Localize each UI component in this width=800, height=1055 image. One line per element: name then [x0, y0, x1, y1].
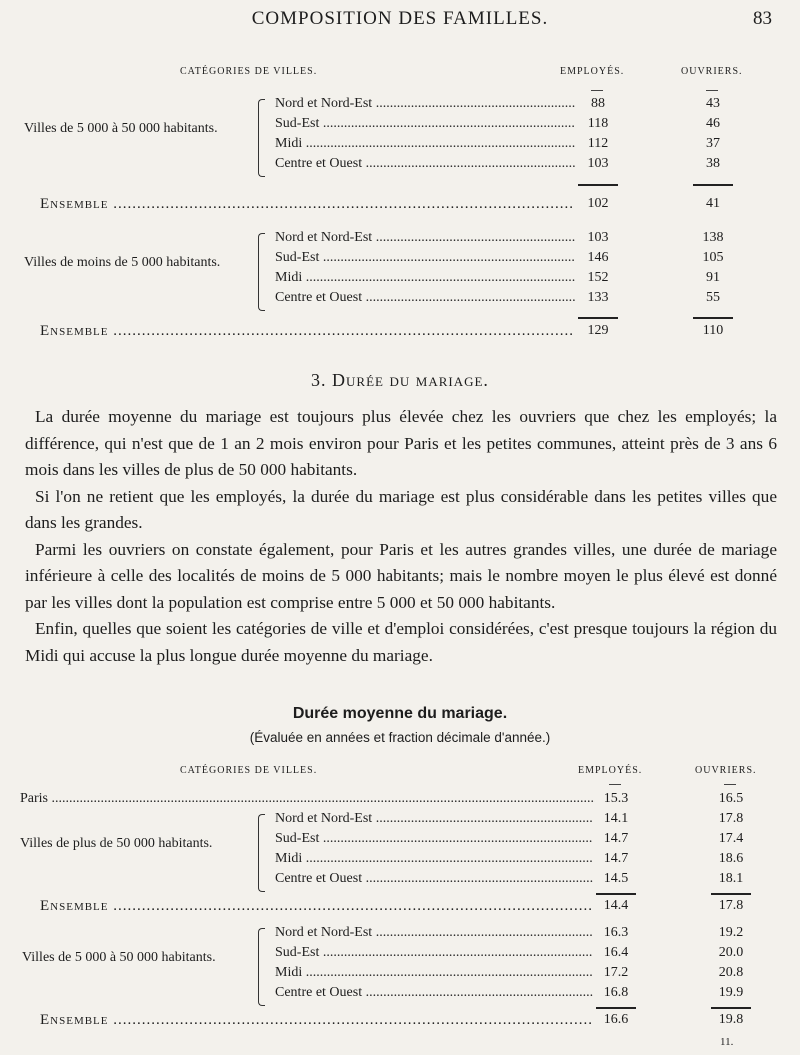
table-row-paris	[0, 791, 800, 811]
row-label: Nord et Nord-Est .....	[275, 230, 575, 246]
ouvriers-total: 19.8	[718, 1012, 744, 1027]
employes-value: 16.3	[603, 925, 629, 940]
row-label: Midi .....	[275, 136, 575, 152]
ouvriers-value: 17.4	[718, 831, 744, 846]
row-label: Midi .....	[275, 851, 593, 867]
row-label: Sud-Est .....	[275, 831, 593, 847]
table-row-total	[0, 323, 800, 343]
ouvriers-total: 110	[702, 323, 724, 338]
table-2-title: Durée moyenne du mariage.	[292, 705, 508, 722]
group-label: Villes de plus de 50 000 habitants.	[20, 836, 213, 851]
paragraph: Parmi les ouvriers on constate également, pour Paris et les autres grandes villes, une durée de mariage inférieure à celle des localités de moins de 5 000 habitants; mais le nombre moyen le plus élevé est donné par les villes dont la population est comprise entre 5 000 et 50 000 habitants.	[25, 539, 777, 612]
table-row	[0, 156, 800, 176]
column-dash	[706, 90, 718, 91]
total-rule	[693, 317, 733, 319]
column-dash	[609, 784, 621, 785]
table-2-col-employes: EMPLOYÉS.	[578, 765, 643, 776]
body-text	[25, 404, 777, 669]
total-rule	[711, 1007, 751, 1009]
row-label: Midi .....	[275, 965, 593, 981]
employes-total: 16.6	[603, 1012, 629, 1027]
table-row	[0, 250, 800, 270]
ouvriers-value: 17.8	[718, 811, 744, 826]
ouvriers-total: 41	[706, 196, 720, 211]
ouvriers-value: 43	[706, 96, 720, 111]
table-1-col-categories: CATÉGORIES DE VILLES.	[180, 66, 318, 77]
section-heading	[0, 370, 800, 391]
total-rule	[711, 893, 751, 895]
employes-value: 103	[587, 156, 609, 171]
employes-value: 133	[587, 290, 609, 305]
paragraph: La durée moyenne du mariage est toujours plus élevée chez les ouvriers que chez les employés; la différence, qui n'est que de 1 an 2 mois environ pour Paris et les petites communes, atteint près de 3 ans 6 mois dans les villes de plus de 50 000 habitants.	[25, 407, 777, 479]
row-label: Centre et Ouest .....	[275, 985, 593, 1001]
table-row	[0, 851, 800, 871]
employes-value: 14.1	[603, 811, 629, 826]
ouvriers-value: 18.6	[718, 851, 744, 866]
employes-value: 152	[587, 270, 609, 285]
section-title: Durée du mariage.	[332, 370, 489, 390]
total-rule	[578, 317, 618, 319]
section-number: 3.	[311, 370, 327, 390]
group-label: Villes de 5 000 à 50 000 habitants.	[24, 121, 218, 136]
total-rule	[578, 184, 618, 186]
table-row	[0, 96, 800, 116]
row-label: Midi .....	[275, 270, 575, 286]
ouvriers-value: 18.1	[718, 871, 744, 886]
ouvriers-total: 17.8	[718, 898, 744, 913]
ouvriers-value: 20.0	[718, 945, 744, 960]
column-dash	[591, 90, 603, 91]
employes-total: 14.4	[603, 898, 629, 913]
table-row	[0, 136, 800, 156]
table-row	[0, 270, 800, 290]
column-dash	[724, 784, 736, 785]
total-rule	[596, 1007, 636, 1009]
ouvriers-value: 38	[706, 156, 720, 171]
table-row	[0, 811, 800, 831]
table-row-total	[0, 1012, 800, 1032]
employes-value: 14.7	[603, 851, 629, 866]
signature-mark: 11.	[720, 1036, 734, 1048]
table-row	[0, 230, 800, 250]
table-row	[0, 871, 800, 891]
employes-value: 17.2	[603, 965, 629, 980]
ouvriers-value: 138	[702, 230, 724, 245]
row-label: Nord et Nord-Est .....	[275, 96, 575, 112]
row-label: Nord et Nord-Est .....	[275, 811, 593, 827]
group-label: Villes de 5 000 à 50 000 habitants.	[22, 950, 216, 965]
ouvriers-value: 105	[702, 250, 724, 265]
employes-value: 16.4	[603, 945, 629, 960]
table-1-col-ouvriers: OUVRIERS.	[681, 66, 743, 77]
employes-value: 103	[587, 230, 609, 245]
table-2-col-categories: CATÉGORIES DE VILLES.	[180, 765, 318, 776]
paragraph: Enfin, quelles que soient les catégories de ville et d'emploi considérées, c'est presque toujours la région du Midi qui accuse la plus longue durée moyenne du mariage.	[25, 619, 777, 665]
employes-total: 129	[587, 323, 609, 338]
employes-value: 15.3	[603, 791, 629, 806]
table-2-col-ouvriers: OUVRIERS.	[695, 765, 757, 776]
table-row	[0, 290, 800, 310]
table-row	[0, 985, 800, 1005]
row-label: Nord et Nord-Est .....	[275, 925, 593, 941]
ouvriers-value: 37	[706, 136, 720, 151]
total-label: Ensemble .....	[40, 323, 575, 340]
employes-value: 118	[587, 116, 609, 131]
table-2-subtitle: (Évaluée en années et fraction décimale d'année.)	[249, 730, 551, 745]
employes-total: 102	[587, 196, 609, 211]
table-row	[0, 831, 800, 851]
total-label: Ensemble .....	[40, 196, 575, 213]
ouvriers-value: 55	[706, 290, 720, 305]
ouvriers-value: 16.5	[718, 791, 744, 806]
row-label: Centre et Ouest .....	[275, 156, 575, 172]
employes-value: 88	[591, 96, 605, 111]
employes-value: 112	[587, 136, 609, 151]
employes-value: 16.8	[603, 985, 629, 1000]
row-label: Paris .....	[20, 791, 595, 807]
employes-value: 14.7	[603, 831, 629, 846]
employes-value: 14.5	[603, 871, 629, 886]
total-label: Ensemble .....	[40, 898, 593, 915]
row-label: Sud-Est .....	[275, 250, 575, 266]
paragraph: Si l'on ne retient que les employés, la durée du mariage est plus considérable dans les petites villes que dans les grandes.	[25, 486, 777, 532]
group-label: Villes de moins de 5 000 habitants.	[24, 255, 221, 270]
ouvriers-value: 46	[706, 116, 720, 131]
table-1	[0, 0, 800, 305]
table-row	[0, 925, 800, 945]
total-rule	[693, 184, 733, 186]
employes-value: 146	[587, 250, 609, 265]
ouvriers-value: 20.8	[718, 965, 744, 980]
row-label: Centre et Ouest .....	[275, 290, 575, 306]
row-label: Sud-Est .....	[275, 116, 575, 132]
ouvriers-value: 19.9	[718, 985, 744, 1000]
total-label: Ensemble .....	[40, 1012, 593, 1029]
table-1-col-employes: EMPLOYÉS.	[560, 66, 625, 77]
table-row	[0, 945, 800, 965]
total-rule	[596, 893, 636, 895]
table-row-total	[0, 196, 800, 216]
table-row	[0, 116, 800, 136]
row-label: Sud-Est .....	[275, 945, 593, 961]
ouvriers-value: 19.2	[718, 925, 744, 940]
page-number: 83	[753, 8, 772, 29]
ouvriers-value: 91	[706, 270, 720, 285]
table-row-total	[0, 898, 800, 918]
running-header-title: COMPOSITION DES FAMILLES.	[251, 8, 549, 29]
table-row	[0, 965, 800, 985]
row-label: Centre et Ouest .....	[275, 871, 593, 887]
